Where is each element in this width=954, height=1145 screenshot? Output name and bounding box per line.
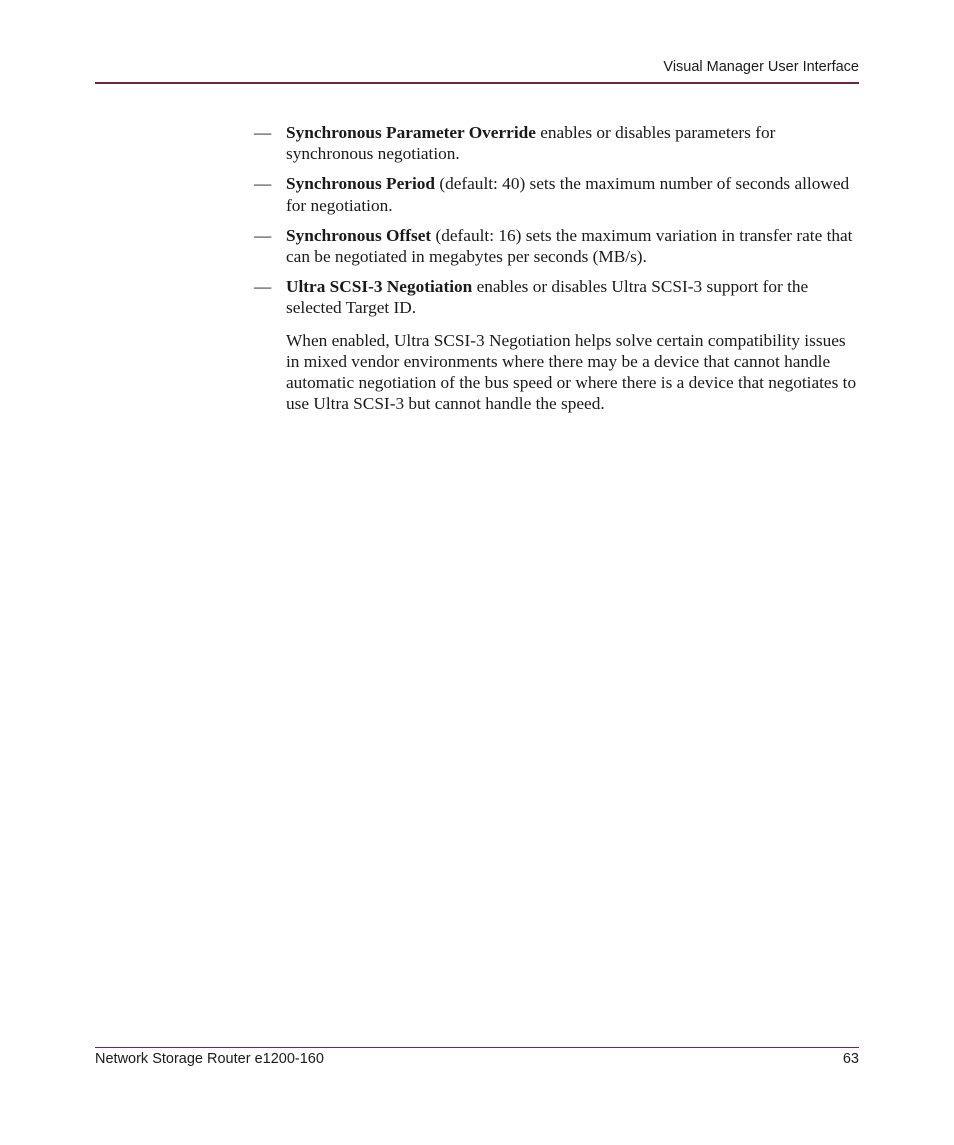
em-dash-bullet: — (254, 123, 272, 142)
list-item-synchronous-offset (250, 225, 860, 267)
page-number: 63 (842, 1051, 859, 1067)
term: Synchronous Period (286, 174, 435, 194)
footer-product-name: Network Storage Router e1200-160 (95, 1051, 324, 1067)
footer-rule (95, 1047, 859, 1048)
list-item-text (286, 173, 860, 215)
body-paragraph: When enabled, Ultra SCSI-3 Negotiation helps solve certain compatibility issues in mixed vendor environments where there may be a device that cannot handle automatic negotiation of the bus speed or where there is a device that negotiates to use Ultra SCSI-3 but cannot handle the speed. (286, 330, 857, 414)
list-item-synchronous-period (250, 173, 860, 215)
term: Synchronous Parameter Override (286, 123, 536, 142)
term: Synchronous Offset (286, 225, 432, 245)
em-dash-bullet: — (254, 225, 272, 245)
em-dash-bullet: — (254, 277, 272, 297)
description: enables or disables Ultra SCSI-3 support for the selected Target ID. (286, 277, 809, 318)
header-rule (95, 82, 859, 84)
page-content (250, 122, 860, 414)
list-item-text (286, 276, 860, 318)
description: (default: 40) sets the maximum number of seconds allowed for negotiation. (286, 174, 850, 215)
list-item-text (286, 225, 860, 267)
list-item-synchronous-parameter-override (250, 122, 860, 164)
em-dash-bullet: — (254, 174, 272, 194)
list-item-text (286, 122, 860, 164)
description: (default: 16) sets the maximum variation in transfer rate that can be negotiated in megabytes per seconds (MB/s). (286, 225, 853, 267)
list-item-ultra-scsi-3-negotiation (250, 276, 860, 318)
description: enables or disables parameters for synchronous negotiation. (286, 123, 776, 164)
running-header: Visual Manager User Interface (663, 59, 859, 75)
term: Ultra SCSI-3 Negotiation (286, 277, 473, 297)
